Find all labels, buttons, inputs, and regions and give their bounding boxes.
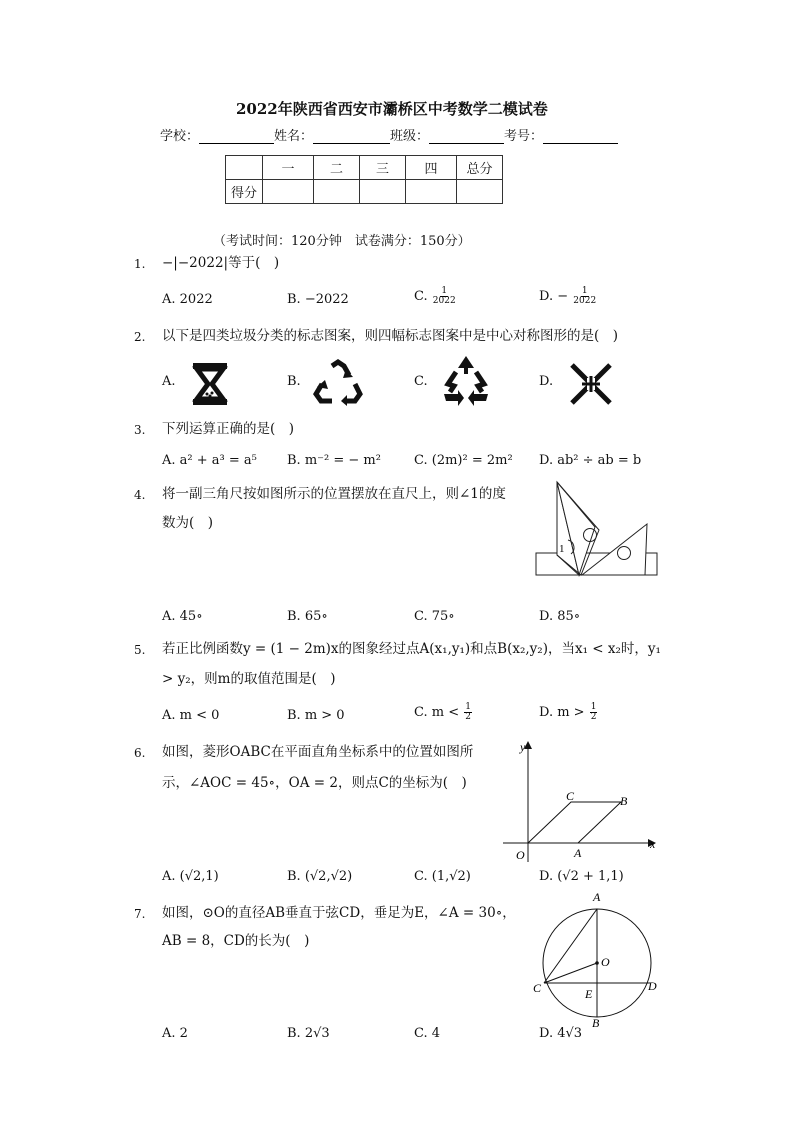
q2-option-c[interactable]: C. bbox=[414, 374, 428, 389]
q2-stem: 以下是四类垃圾分类的标志图案，则四幅标志图案中是中心对称图形的是( ) bbox=[162, 328, 619, 344]
student-info-line bbox=[160, 125, 618, 144]
q6-option-b[interactable]: B. (√2,√2) bbox=[287, 869, 353, 884]
q6-b-label: B bbox=[620, 794, 628, 808]
q1-option-c-label: C. bbox=[414, 289, 428, 304]
score-cell[interactable] bbox=[263, 180, 314, 204]
score-table-score-row bbox=[226, 180, 503, 204]
q7-option-b[interactable]: B. 2√3 bbox=[287, 1026, 330, 1041]
q4-angle-label: 1 bbox=[559, 543, 565, 555]
q3-option-c[interactable]: C. (2m)² = 2m² bbox=[414, 453, 513, 468]
name-blank[interactable] bbox=[313, 130, 390, 144]
q1-option-c[interactable] bbox=[414, 287, 457, 306]
q5-option-b[interactable]: B. m > 0 bbox=[287, 708, 345, 723]
q2-option-d[interactable]: D. bbox=[539, 374, 554, 389]
score-table-header-cell: 总分 bbox=[457, 156, 503, 180]
q4-option-a[interactable]: A. 45∘ bbox=[162, 609, 203, 624]
exam-no-label: 考号： bbox=[504, 129, 544, 144]
class-label: 班级： bbox=[390, 129, 430, 144]
q7-e-label: E bbox=[585, 987, 593, 1001]
q7-circle-figure bbox=[530, 888, 665, 1030]
q5-option-d[interactable] bbox=[539, 703, 598, 722]
q5-option-c-label: C. m < bbox=[414, 705, 460, 720]
q7-option-a[interactable]: A. 2 bbox=[162, 1026, 188, 1041]
q4-option-b[interactable]: B. 65∘ bbox=[287, 609, 328, 624]
q7-option-c[interactable]: C. 4 bbox=[414, 1026, 441, 1041]
score-table-header-row bbox=[226, 156, 503, 180]
q7-d-label: D bbox=[648, 979, 657, 993]
q3-option-d[interactable]: D. ab² ÷ ab = b bbox=[539, 453, 642, 468]
school-label: 学校： bbox=[160, 129, 200, 144]
q3-option-b[interactable]: B. m⁻² = − m² bbox=[287, 453, 381, 468]
q6-c-label: C bbox=[566, 789, 575, 803]
q3-number: 3. bbox=[134, 423, 146, 437]
q7-number: 7. bbox=[134, 907, 146, 921]
q4-triangle-ruler-figure bbox=[535, 480, 660, 578]
q7-b-label: B bbox=[592, 1016, 600, 1030]
q5-option-d-label: D. m > bbox=[539, 705, 585, 720]
score-table-header-cell bbox=[226, 156, 263, 180]
q2-option-b[interactable]: B. bbox=[287, 374, 301, 389]
q6-stem-line2: 示，∠AOC = 45∘，OA = 2，则点C的坐标为( ) bbox=[162, 775, 467, 791]
exam-no-blank[interactable] bbox=[543, 130, 618, 144]
q7-option-d[interactable]: D. 4√3 bbox=[539, 1026, 583, 1041]
q6-option-d[interactable]: D. (√2 + 1,1) bbox=[539, 869, 624, 884]
q7-c-label: C bbox=[533, 981, 542, 995]
q6-o-label: O bbox=[516, 848, 525, 862]
score-cell[interactable] bbox=[406, 180, 457, 204]
q6-x-label: x bbox=[650, 837, 656, 851]
q1-number: 1. bbox=[134, 257, 146, 271]
q7-stem-line2: AB = 8，CD的长为( ) bbox=[162, 933, 310, 949]
q7-o-label: O bbox=[601, 955, 610, 969]
score-table-header-cell: 一 bbox=[263, 156, 314, 180]
q2-number: 2. bbox=[134, 330, 146, 344]
q5-stem-line1: 若正比例函数y = (1 − 2m)x的图象经过点A(x₁,y₁)和点B(x₂,y₂)，当x₁ < x₂时，y₁ bbox=[162, 641, 661, 657]
class-blank[interactable] bbox=[429, 130, 504, 144]
score-row-label: 得分 bbox=[226, 180, 263, 204]
q1-option-d-label: D. − bbox=[539, 289, 569, 304]
q2-recycle-symbol-b bbox=[313, 360, 363, 406]
score-cell[interactable] bbox=[314, 180, 360, 204]
q2-option-a[interactable]: A. bbox=[162, 374, 176, 389]
q4-option-c[interactable]: C. 75∘ bbox=[414, 609, 455, 624]
q6-a-label: A bbox=[574, 846, 582, 860]
q5-option-c-fraction: $\frac{1}{2}$ bbox=[465, 702, 471, 722]
q6-option-c[interactable]: C. (1,√2) bbox=[414, 869, 471, 884]
q6-option-a[interactable]: A. (√2,1) bbox=[162, 869, 219, 884]
score-table-header-cell: 三 bbox=[360, 156, 406, 180]
q7-a-label: A bbox=[593, 890, 601, 904]
q3-option-a[interactable]: A. a² + a³ = a⁵ bbox=[162, 453, 257, 468]
q5-option-a[interactable]: A. m < 0 bbox=[162, 708, 220, 723]
q3-stem: 下列运算正确的是( ) bbox=[162, 421, 295, 437]
q4-stem-line1: 将一副三角尺按如图所示的位置摆放在直尺上，则∠1的度 bbox=[162, 486, 506, 502]
exam-info: （考试时间：120分钟 试卷满分：150分） bbox=[213, 234, 471, 249]
q4-number: 4. bbox=[134, 488, 146, 502]
name-label: 姓名： bbox=[274, 129, 314, 144]
score-cell[interactable] bbox=[457, 180, 503, 204]
q2-cross-symbol bbox=[568, 362, 614, 406]
q6-stem-line1: 如图，菱形OABC在平面直角坐标系中的位置如图所 bbox=[162, 744, 474, 760]
q1-option-d-fraction: $\frac{1}{2022}$ bbox=[573, 286, 597, 306]
q1-option-d[interactable] bbox=[539, 287, 597, 306]
q2-recycle-symbol-c bbox=[440, 354, 492, 406]
score-table bbox=[225, 155, 503, 204]
q5-number: 5. bbox=[134, 643, 146, 657]
page-title: 2022年陕西省西安市灞桥区中考数学二模试卷 bbox=[236, 100, 548, 118]
score-table-header-cell: 四 bbox=[406, 156, 457, 180]
q1-option-b[interactable]: B. −2022 bbox=[287, 292, 349, 307]
q7-stem-line1: 如图，⊙O的直径AB垂直于弦CD，垂足为E，∠A = 30∘， bbox=[162, 905, 516, 921]
q2-hourglass-symbol bbox=[190, 362, 230, 406]
q6-rhombus-figure bbox=[503, 737, 663, 865]
q5-option-c[interactable] bbox=[414, 703, 473, 722]
q1-stem: −|−2022|等于( ) bbox=[162, 255, 280, 271]
q4-option-d[interactable]: D. 85∘ bbox=[539, 609, 581, 624]
q5-option-d-fraction: $\frac{1}{2}$ bbox=[590, 702, 597, 722]
q5-stem-line2: > y₂，则m的取值范围是( ) bbox=[162, 671, 336, 687]
q6-y-label: y bbox=[520, 740, 526, 754]
q4-stem-line2: 数为( ) bbox=[162, 515, 214, 531]
q1-option-c-fraction: $\frac{1}{2022}$ bbox=[432, 286, 456, 306]
score-cell[interactable] bbox=[360, 180, 406, 204]
school-blank[interactable] bbox=[199, 130, 274, 144]
score-table-header-cell: 二 bbox=[314, 156, 360, 180]
q1-option-a[interactable]: A. 2022 bbox=[162, 292, 213, 307]
q6-number: 6. bbox=[134, 746, 146, 760]
